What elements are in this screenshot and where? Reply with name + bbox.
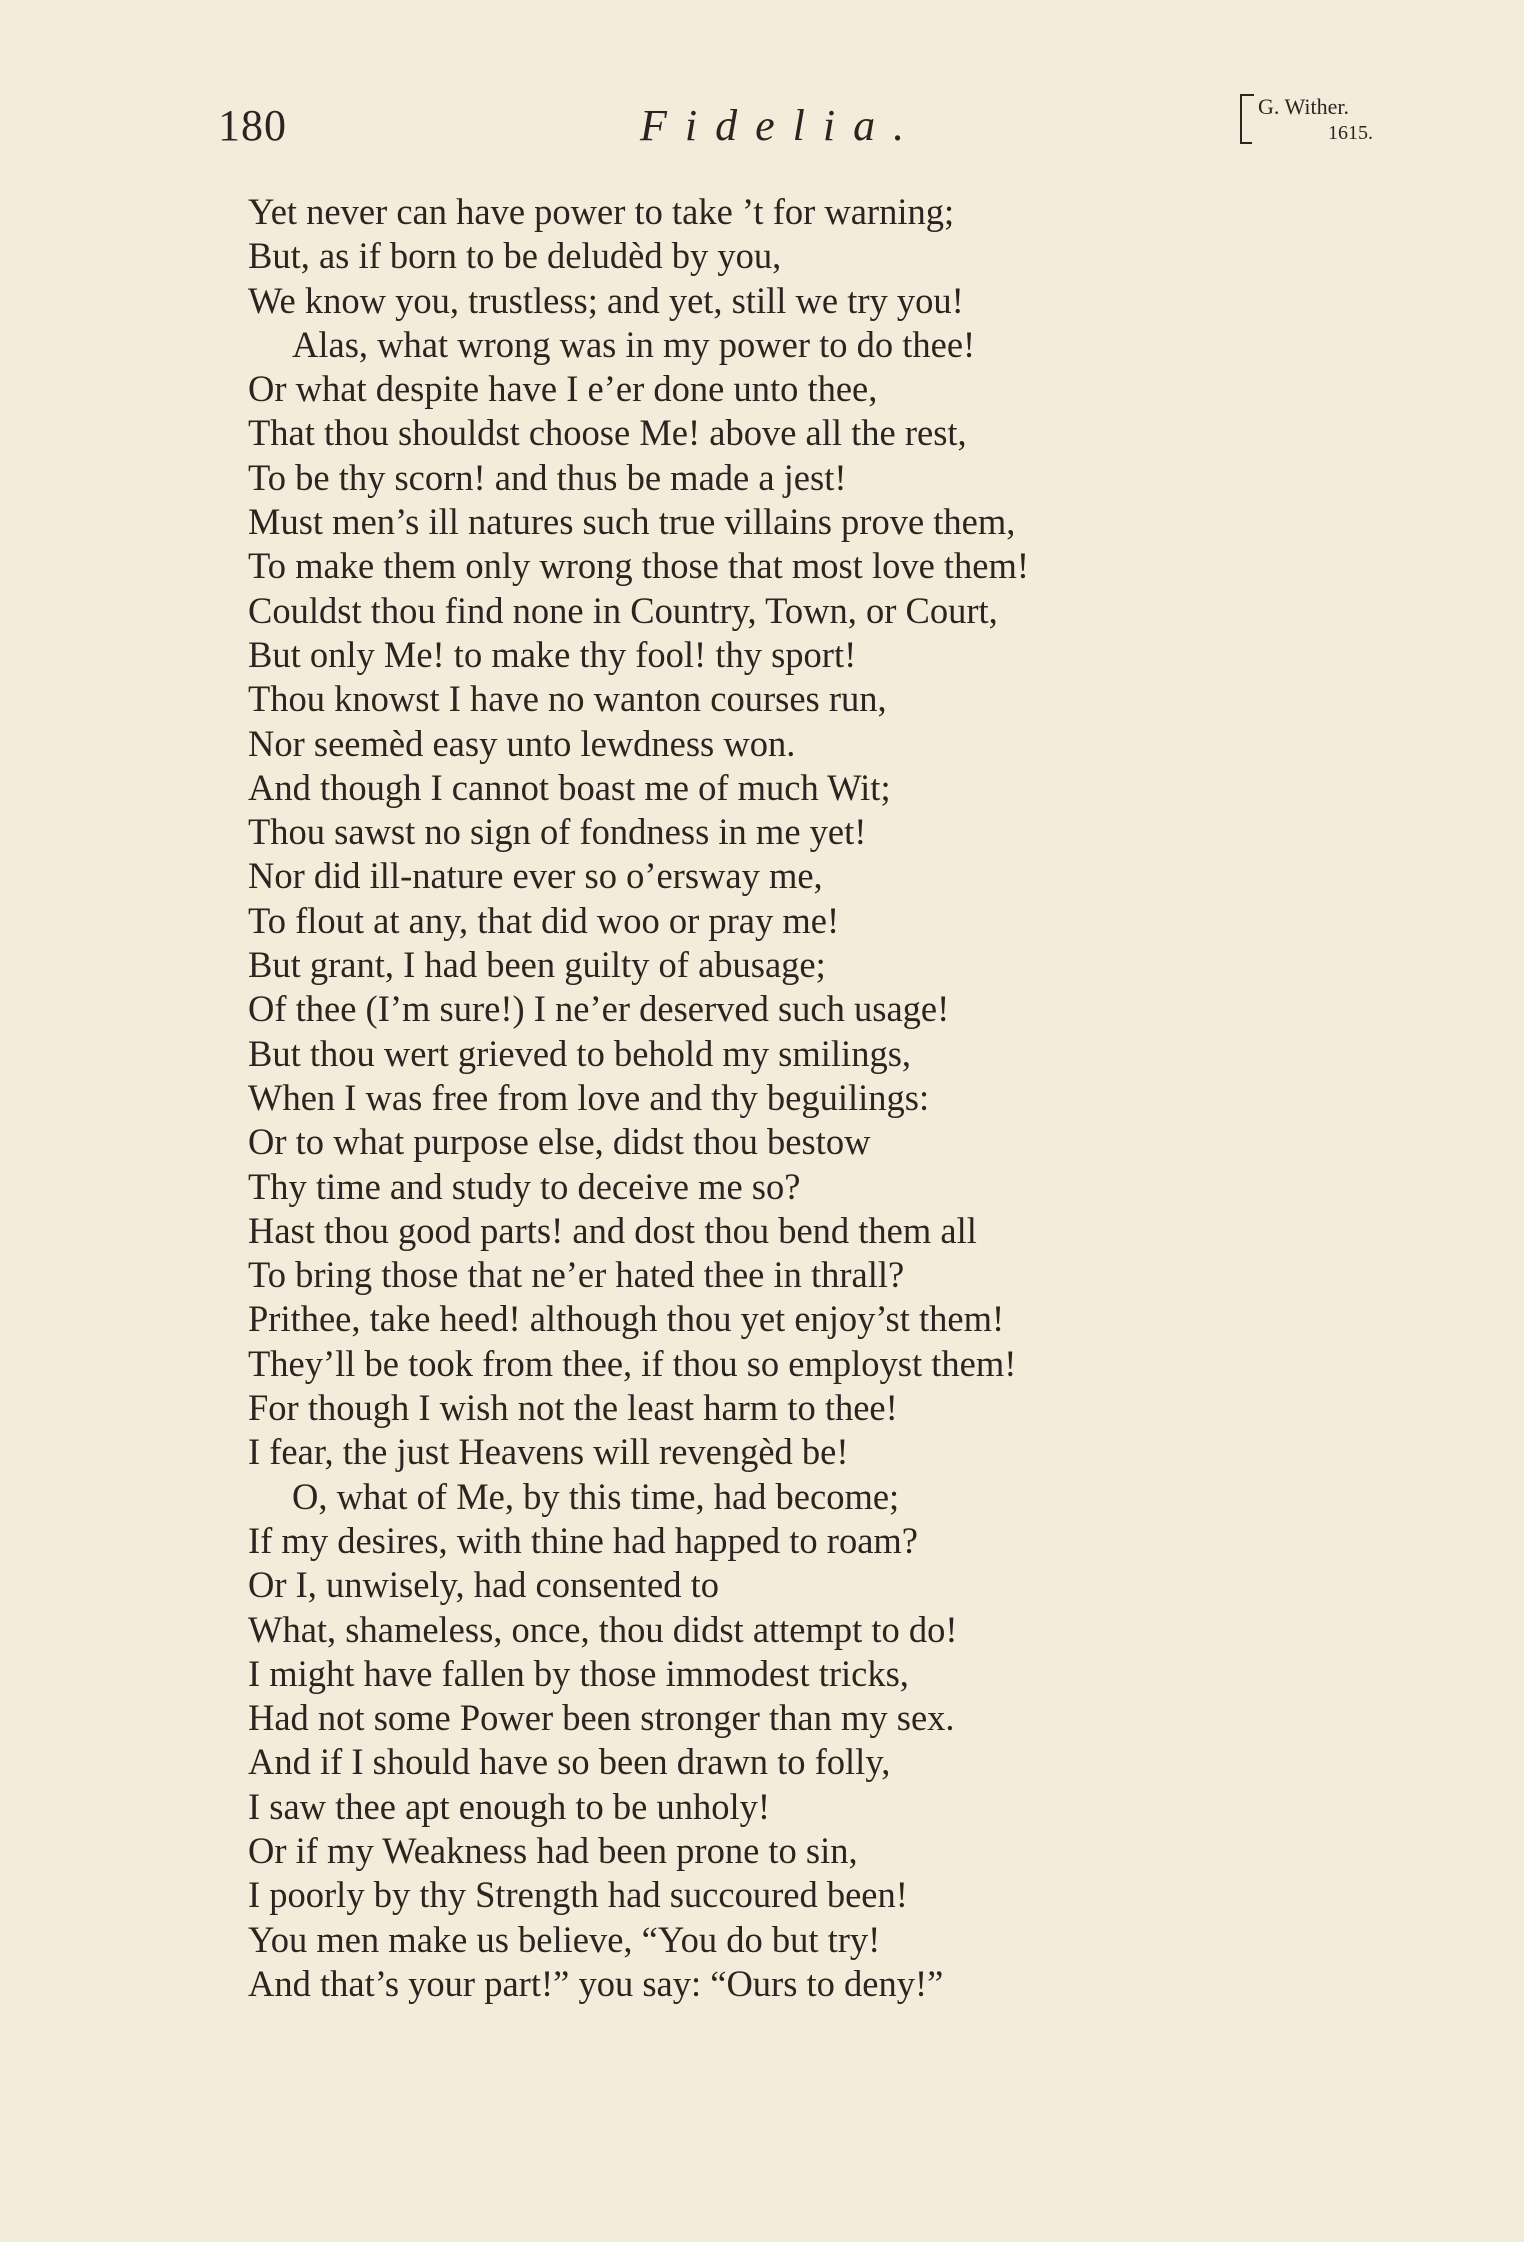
poem-line: Nor did ill-nature ever so o’ersway me,: [248, 855, 823, 897]
poem-line: Or to what purpose else, didst thou bestow: [248, 1121, 871, 1163]
poem-line: But grant, I had been guilty of abusage;: [248, 944, 826, 986]
poem-line: If my desires, with thine had happed to roam?: [248, 1519, 918, 1561]
poem-line: Yet never can have power to take ’t for warning;: [248, 191, 955, 232]
poem-line: Had not some Power been stronger than my sex.: [248, 1697, 955, 1739]
poem-line: I saw thee apt enough to be unholy!: [248, 1785, 771, 1827]
poem-line: Couldst thou find none in Country, Town, or Court,: [248, 589, 998, 631]
page-number: 180: [218, 101, 287, 150]
poem-line: Thou knowst I have no wanton courses run,: [248, 678, 887, 720]
poem-line: Nor seemèd easy unto lewdness won.: [248, 722, 796, 764]
author-attribution: [1240, 92, 1400, 152]
poem-line: But thou wert grieved to behold my smilings,: [248, 1032, 912, 1074]
poem-line: We know you, trustless; and yet, still we try you!: [248, 279, 964, 321]
poem-line: Alas, what wrong was in my power to do thee!: [292, 323, 976, 365]
poem-line: And though I cannot boast me of much Wit;: [248, 766, 891, 808]
running-title: Fidelia.: [640, 101, 923, 150]
page-header: [0, 0, 1524, 160]
poem-body: [248, 190, 1408, 2006]
poem-line: Or if my Weakness had been prone to sin,: [248, 1829, 858, 1871]
poem-line: Must men’s ill natures such true villains prove them,: [248, 501, 1016, 543]
poem-line: But only Me! to make thy fool! thy sport!: [248, 633, 857, 675]
poem-line: Thou sawst no sign of fondness in me yet!: [248, 811, 867, 853]
poem-line: They’ll be took from thee, if thou so employst them!: [248, 1342, 1017, 1384]
poem-line: I poorly by thy Strength had succoured been!: [248, 1874, 908, 1916]
poem-line: Prithee, take heed! although thou yet enjoy’st them!: [248, 1298, 1005, 1340]
poem-line: To bring those that ne’er hated thee in thrall?: [248, 1254, 905, 1296]
poem-line: But, as if born to be deludèd by you,: [248, 235, 782, 277]
poem-line: And that’s your part!” you say: “Ours to deny!”: [248, 1962, 944, 2004]
poem-line: When I was free from love and thy beguilings:: [248, 1076, 930, 1118]
poem-line: To be thy scorn! and thus be made a jest!: [248, 456, 847, 498]
poem-line: Thy time and study to deceive me so?: [248, 1165, 801, 1207]
attribution-author: G. Wither.: [1258, 94, 1349, 119]
poem-line: And if I should have so been drawn to folly,: [248, 1741, 891, 1783]
poem-line: O, what of Me, by this time, had become;: [292, 1475, 900, 1517]
poem-line: You men make us believe, “You do but try!: [248, 1918, 881, 1960]
poem-line: I fear, the just Heavens will revengèd be!: [248, 1431, 849, 1473]
poem-line: Hast thou good parts! and dost thou bend them all: [248, 1209, 977, 1251]
poem-line: To flout at any, that did woo or pray me!: [248, 899, 840, 941]
poem-line: I might have fallen by those immodest tricks,: [248, 1652, 909, 1694]
poem-line: That thou shouldst choose Me! above all the rest,: [248, 412, 967, 454]
poem-line: Or I, unwisely, had consented to: [248, 1564, 720, 1606]
poem-line: To make them only wrong those that most love them!: [248, 545, 1030, 587]
poem-line: Of thee (I’m sure!) I ne’er deserved such usage!: [248, 988, 950, 1030]
attribution-year: 1615.: [1328, 122, 1373, 144]
bracket-foot: [1240, 94, 1252, 144]
poem-line: What, shameless, once, thou didst attempt to do!: [248, 1608, 958, 1650]
poem-line: Or what despite have I e’er done unto thee,: [248, 368, 878, 410]
poem-line: For though I wish not the least harm to thee!: [248, 1387, 898, 1429]
